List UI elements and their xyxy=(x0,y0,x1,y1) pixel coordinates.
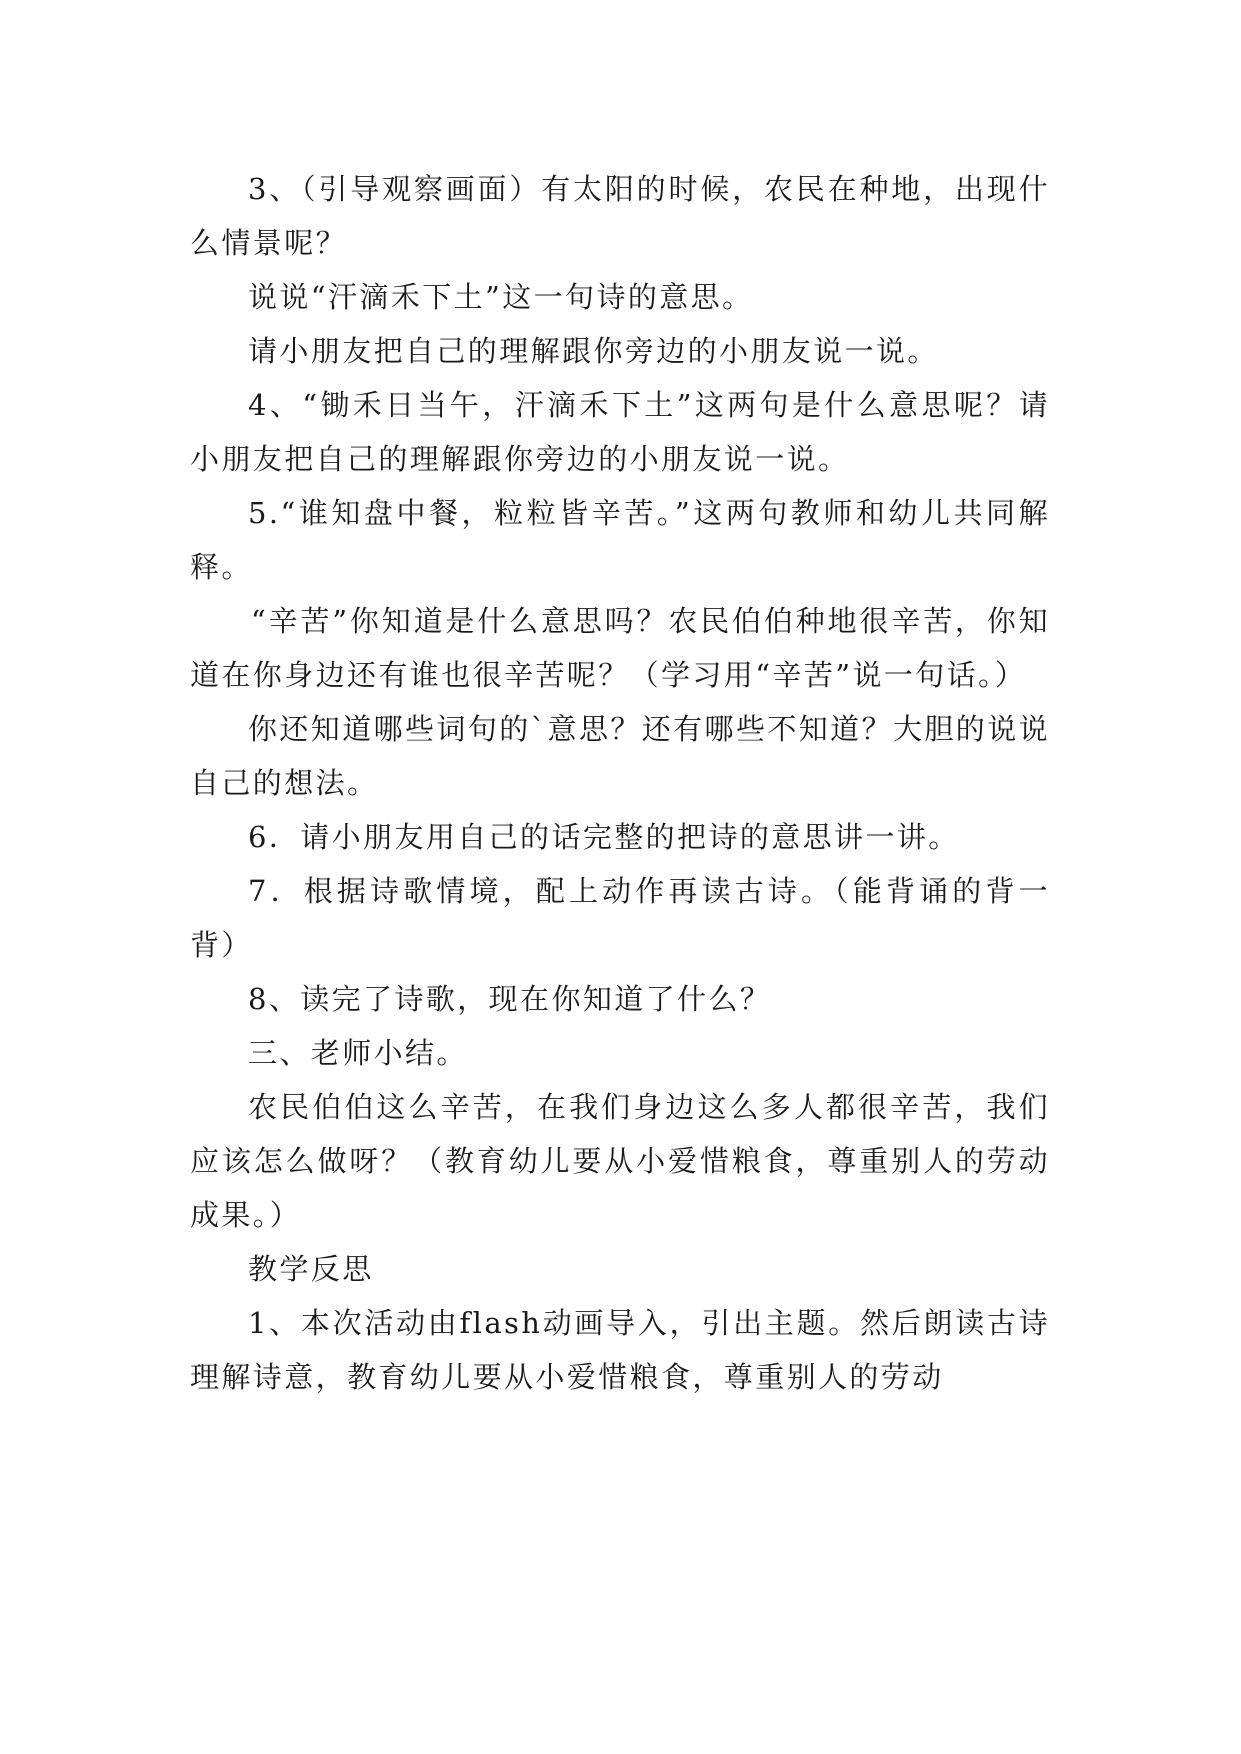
paragraph-explain-line: 说说“汗滴禾下土”这一句诗的意思。 xyxy=(248,280,754,314)
paragraph-other-words: 你还知道哪些词句的`意思？还有哪些不知道？大胆的说说自己的想法。 xyxy=(190,712,1050,800)
section-heading-summary: 三、老师小结。 xyxy=(248,1036,468,1070)
section-heading-reflection: 教学反思 xyxy=(248,1252,374,1286)
paragraph-step-5: 5.“谁知盘中餐，粒粒皆辛苦。”这两句教师和幼儿共同解释。 xyxy=(190,496,1050,584)
paragraph-step-7: 7．根据诗歌情境，配上动作再读古诗。（能背诵的背一背） xyxy=(190,874,1050,962)
paragraph-share-understanding: 请小朋友把自己的理解跟你旁边的小朋友说一说。 xyxy=(248,334,939,368)
paragraph-step-8: 8、读完了诗歌，现在你知道了什么？ xyxy=(248,982,772,1016)
paragraph-step-4: 4、“锄禾日当午，汗滴禾下土”这两句是什么意思呢？请小朋友把自己的理解跟你旁边的小朋友说一说。 xyxy=(190,388,1050,476)
paragraph-reflection-1: 1、本次活动由flash动画导入，引出主题。然后朗读古诗理解诗意，教育幼儿要从小爱惜粮食，尊重别人的劳动 xyxy=(190,1306,1050,1394)
paragraph-summary: 农民伯伯这么辛苦，在我们身边这么多人都很辛苦，我们应该怎么做呀？（教育幼儿要从小爱惜粮食，尊重别人的劳动成果。） xyxy=(190,1090,1050,1232)
document-body xyxy=(190,162,1050,1404)
paragraph-step-6: 6．请小朋友用自己的话完整的把诗的意思讲一讲。 xyxy=(248,820,960,854)
paragraph-hardship: “辛苦”你知道是什么意思吗？农民伯伯种地很辛苦，你知道在你身边还有谁也很辛苦呢？（学习用“辛苦”说一句话。） xyxy=(190,604,1050,692)
paragraph-step-3: 3、（引导观察画面）有太阳的时候，农民在种地，出现什么情景呢？ xyxy=(190,172,1050,260)
